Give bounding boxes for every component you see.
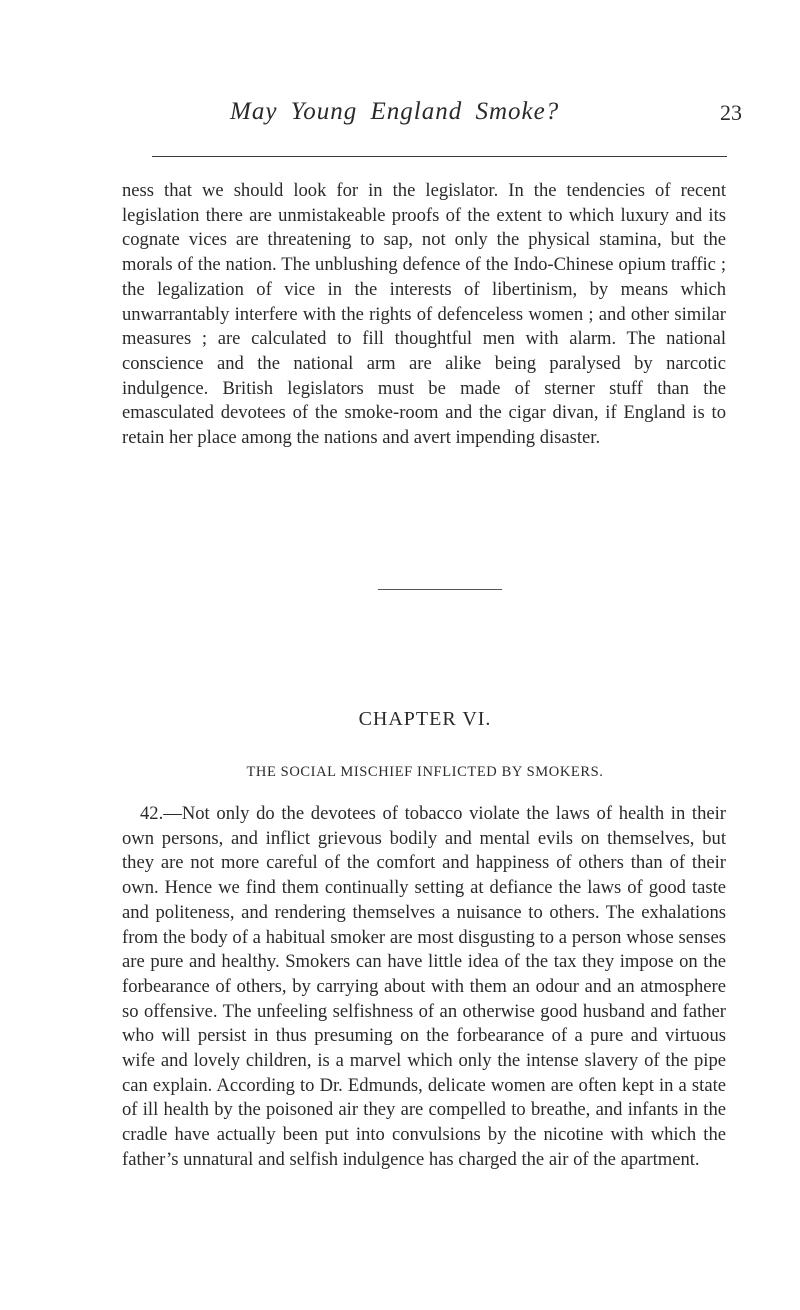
running-title: May Young England Smoke? [230,98,560,125]
page-number: 23 [720,100,742,125]
continuation-paragraph: ness that we should look for in the legislator. In the tendencies of recent legislation there are unmistakeable proofs of the extent to which luxury and its cognate vices are threatening to sap, not only the physical stamina, but the morals of the nation. The unblushing defence of the Indo-Chinese opium traffic ; the legalization of vice in the interests of libertinism, by means which unwarrantably interfere with the rights of defenceless women ; and other similar measures ; are calculated to fill thoughtful men with alarm. The national conscience and the national arm are alike being paralysed by narcotic indulgence. British legislators must be made of sterner stuff than the emasculated devotees of the smoke-room and the cigar divan, if England is to retain her place among the nations and avert impending disaster. [122,180,726,449]
section-divider [378,589,502,590]
section-42-paragraph: 42.—Not only do the devotees of tobacco violate the laws of health in their own persons, and inflict grievous bodily and mental evils on themselves, but they are not more careful of the comfort and happiness of others than of their own. Hence we find them continually setting at defiance the laws of good taste and politeness, and rendering themselves a nuisance to others. The exhalations from the body of a habitual smoker are most disgusting to a person whose senses are pure and healthy. Smokers can have little idea of the tax they impose on the forbearance of others, by carrying about with them an odour and an atmosphere so offensive. The unfeeling selfishness of an otherwise good husband and father who will persist in thus presuming on the forbearance of a pure and virtuous wife and lovely children, is a marvel which only the intense slavery of the pipe can explain. According to Dr. Edmunds, delicate women are often kept in a state of ill health by the poisoned air they are compelled to breathe, and infants in the cradle have actually been put into convulsions by the nicotine with which the father’s unnatural and selfish indulgence has charged the air of the apartment. [122,803,726,1170]
running-head [150,98,790,132]
chapter-subtitle: THE SOCIAL MISCHIEF INFLICTED BY SMOKERS. [246,764,604,780]
header-rule [152,156,727,157]
chapter-heading: CHAPTER VI. [358,708,492,730]
